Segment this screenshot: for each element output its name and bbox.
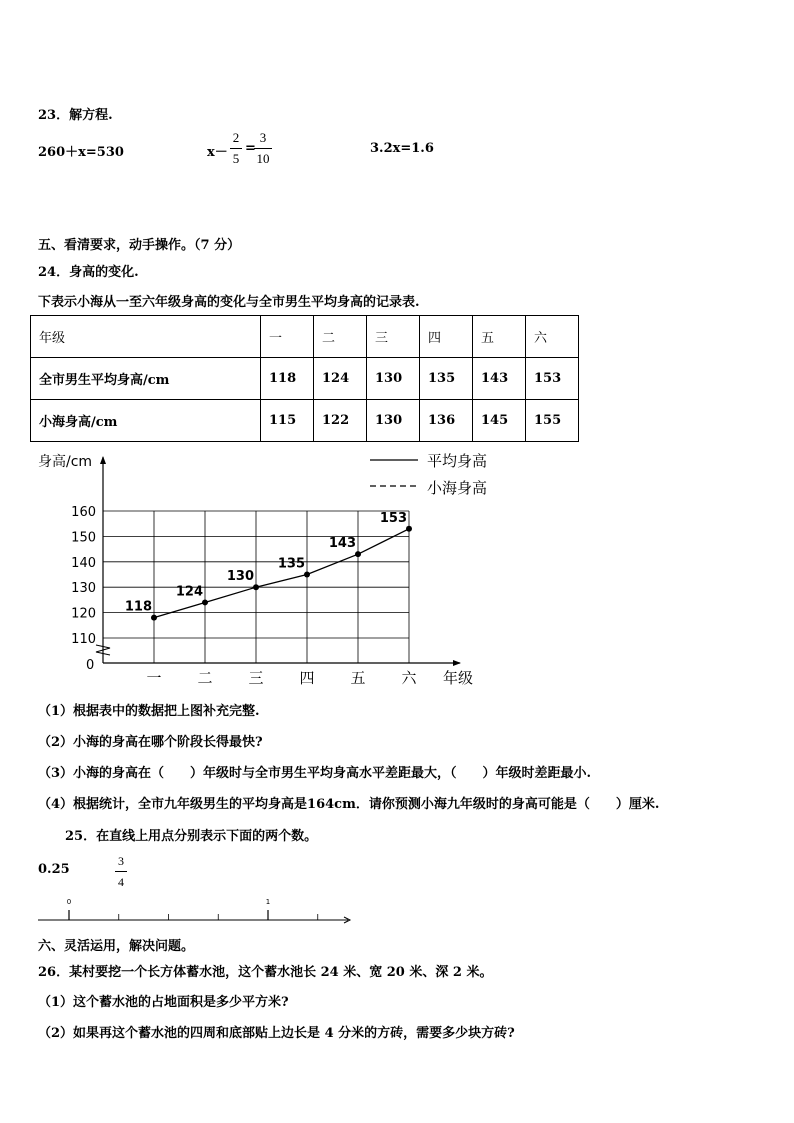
- height-record-table: [30, 315, 579, 442]
- data-point: [355, 551, 361, 557]
- fraction-denominator: 10: [256, 151, 270, 166]
- q24-sub2: （2）小海的身高在哪个阶段长得最快?: [38, 735, 263, 750]
- section-6-heading: 六、灵活运用，解决问题。: [38, 939, 195, 954]
- number-line-label-one: 1: [265, 898, 271, 906]
- q24-sub1: （1）根据表中的数据把上图补充完整.: [38, 704, 260, 719]
- table-cell: 155: [526, 400, 579, 442]
- q24-sub3: （3）小海的身高在（ ）年级时与全市男生平均身高水平差距最大，（ ）年级时差距最小.: [38, 766, 592, 781]
- table-row: [31, 400, 579, 442]
- equation-3: 3.2x=1.6: [370, 141, 434, 156]
- fraction-numerator: 3: [259, 130, 267, 145]
- data-point: [151, 615, 157, 621]
- table-header-cell: 年级: [31, 316, 261, 358]
- x-tick-label: 一: [146, 669, 162, 687]
- table-header-cell: 五: [473, 316, 526, 358]
- axis-break-icon: [96, 645, 110, 655]
- fraction-numerator: 3: [118, 854, 124, 868]
- series-line-average: [154, 529, 409, 618]
- q25-number-fraction: [115, 853, 127, 890]
- data-point: [202, 599, 208, 605]
- x-tick-label: 五: [350, 669, 366, 687]
- table-cell: 118: [261, 358, 314, 400]
- y-tick-label: 130: [71, 581, 96, 597]
- data-point: [304, 572, 310, 578]
- y-tick-label: 120: [71, 606, 96, 622]
- height-line-chart: [0, 445, 794, 695]
- q23-title: 23．解方程.: [38, 108, 113, 123]
- data-point: [253, 584, 259, 590]
- table-row: [31, 358, 579, 400]
- data-label: 153: [379, 510, 407, 526]
- table-cell: 143: [473, 358, 526, 400]
- data-label: 124: [175, 584, 203, 600]
- table-header-row: [31, 316, 579, 358]
- table-cell: 130: [367, 358, 420, 400]
- table-cell: 135: [420, 358, 473, 400]
- data-point: [406, 526, 412, 532]
- q24-sub4: （4）根据统计，全市九年级男生的平均身高是164cm．请你预测小海九年级时的身高可能是（ ）厘米.: [38, 797, 660, 812]
- y-axis-label: 身高/cm: [38, 454, 93, 470]
- table-header-cell: 三: [367, 316, 420, 358]
- data-label: 118: [124, 599, 152, 615]
- equation-2-fraction-1: [230, 130, 242, 167]
- section-5-heading: 五、看清要求，动手操作。（7 分）: [38, 238, 241, 253]
- table-header-cell: 四: [420, 316, 473, 358]
- x-tick-label: 四: [299, 669, 315, 687]
- table-cell: 145: [473, 400, 526, 442]
- fraction-bar: [230, 148, 242, 149]
- table-cell: 小海身高/cm: [31, 400, 261, 442]
- x-axis-label: 年级: [443, 669, 474, 687]
- fraction-denominator: 5: [232, 151, 240, 166]
- q26-sub1: （1）这个蓄水池的占地面积是多少平方米?: [38, 995, 289, 1010]
- equation-2-equals: =: [245, 141, 256, 156]
- data-label: 143: [328, 536, 356, 552]
- table-header-cell: 一: [261, 316, 314, 358]
- y-tick-label: 160: [71, 505, 96, 520]
- data-label: 135: [277, 556, 305, 572]
- table-cell: 全市男生平均身高/cm: [31, 358, 261, 400]
- fraction-numerator: 2: [232, 130, 240, 145]
- number-line: [30, 894, 360, 934]
- q25-title: 25．在直线上用点分别表示下面的两个数。: [65, 829, 318, 844]
- q26-title: 26．某村要挖一个长方体蓄水池，这个蓄水池长 24 米、宽 20 米、深 2 米。: [38, 965, 493, 980]
- legend-label: 平均身高: [427, 452, 488, 470]
- q24-title: 24．身高的变化.: [38, 265, 139, 280]
- fraction-bar: [254, 148, 272, 149]
- table-cell: 130: [367, 400, 420, 442]
- q25-number-decimal: 0.25: [38, 862, 70, 877]
- number-line-label-zero: 0: [66, 898, 72, 906]
- table-header-cell: 二: [314, 316, 367, 358]
- table-cell: 124: [314, 358, 367, 400]
- fraction-denominator: 4: [118, 875, 124, 889]
- table-cell: 136: [420, 400, 473, 442]
- y-tick-label: 110: [71, 632, 96, 647]
- x-tick-label: 三: [248, 669, 264, 687]
- table-cell: 153: [526, 358, 579, 400]
- y-tick-label: 140: [71, 555, 96, 571]
- data-label: 130: [226, 569, 254, 585]
- y-tick-label: 150: [71, 530, 96, 546]
- x-tick-label: 二: [197, 669, 213, 687]
- fraction-bar: [115, 871, 127, 872]
- equation-2-prefix: x－: [207, 145, 228, 160]
- table-cell: 122: [314, 400, 367, 442]
- table-header-cell: 六: [526, 316, 579, 358]
- y-origin-label: 0: [86, 658, 95, 673]
- equation-2-fraction-2: [254, 130, 272, 167]
- x-tick-label: 六: [401, 669, 417, 687]
- equation-1: 260＋x=530: [38, 145, 124, 160]
- q24-intro: 下表示小海从一至六年级身高的变化与全市男生平均身高的记录表.: [38, 295, 420, 310]
- q26-sub2: （2）如果再这个蓄水池的四周和底部贴上边长是 4 分米的方砖，需要多少块方砖?: [38, 1026, 515, 1041]
- legend-label: 小海身高: [427, 479, 488, 497]
- table-cell: 115: [261, 400, 314, 442]
